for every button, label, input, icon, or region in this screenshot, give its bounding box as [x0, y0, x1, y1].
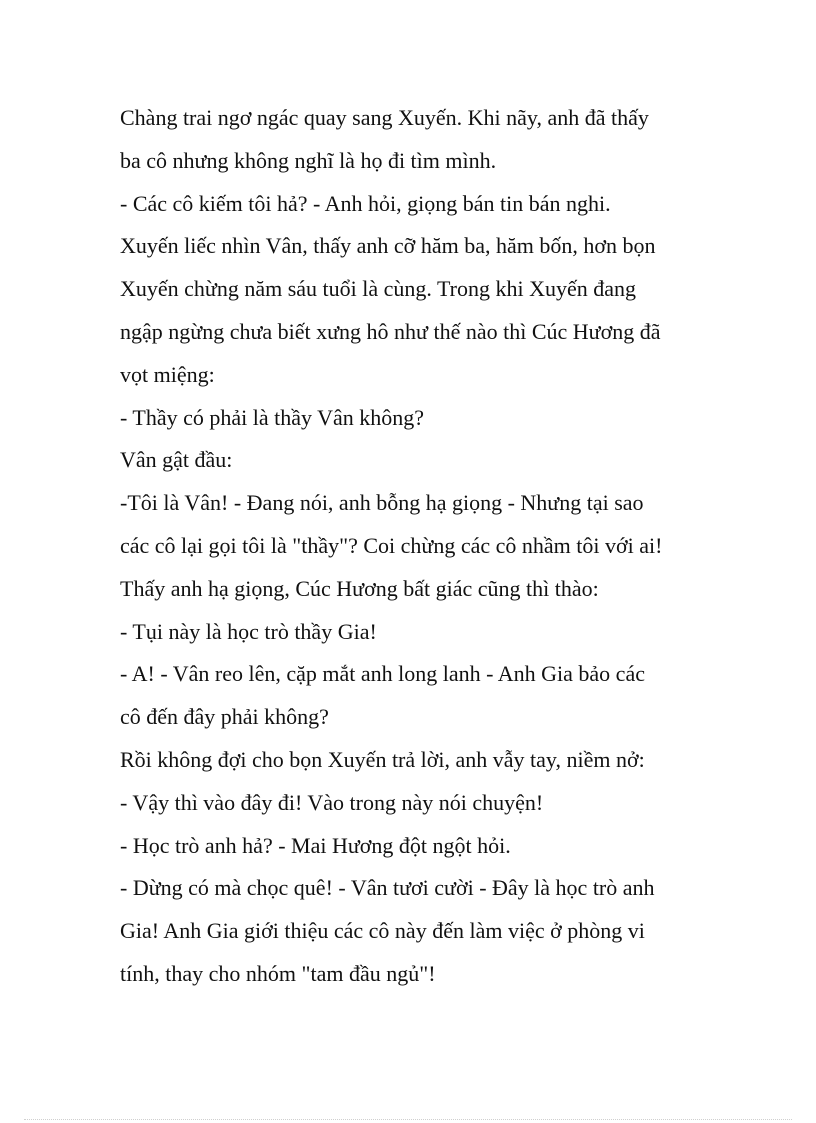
- text-line: - Vậy thì vào đây đi! Vào trong này nói chuyện!: [120, 789, 544, 815]
- text-line: Gia! Anh Gia giới thiệu các cô này đến làm việc ở phòng vi: [120, 918, 645, 944]
- text-line: -Tôi là Vân! - Đang nói, anh bỗng hạ giọng - Nhưng tại sao: [120, 490, 644, 516]
- text-line: Vân gật đầu:: [120, 447, 233, 473]
- text-line: tính, thay cho nhóm "tam đầu ngủ"!: [120, 960, 436, 986]
- text-line: Xuyến chừng năm sáu tuổi là cùng. Trong khi Xuyến đang: [120, 276, 637, 302]
- story-text: [120, 97, 710, 996]
- text-line: Thấy anh hạ giọng, Cúc Hương bất giác cũng thì thào:: [120, 575, 599, 601]
- page-bottom-divider: [24, 1119, 792, 1120]
- text-line: vọt miệng:: [120, 361, 215, 387]
- text-line: - Dừng có mà chọc quê! - Vân tươi cười - Đây là học trò anh: [120, 875, 655, 901]
- text-line: Xuyến liếc nhìn Vân, thấy anh cỡ hăm ba, hăm bốn, hơn bọn: [120, 233, 656, 259]
- text-line: ba cô nhưng không nghĩ là họ đi tìm mình.: [120, 147, 497, 173]
- text-line: Chàng trai ngơ ngác quay sang Xuyến. Khi nãy, anh đã thấy: [120, 105, 649, 130]
- text-line: cô đến đây phải không?: [120, 704, 329, 730]
- text-line: - A! - Vân reo lên, cặp mắt anh long lanh - Anh Gia bảo các: [120, 661, 645, 687]
- text-line: Rồi không đợi cho bọn Xuyến trả lời, anh vẫy tay, niềm nở:: [120, 746, 645, 772]
- text-line: - Thầy có phải là thầy Vân không?: [120, 404, 425, 430]
- text-line: ngập ngừng chưa biết xưng hô như thế nào thì Cúc Hương đã: [120, 318, 661, 344]
- text-line: các cô lại gọi tôi là "thầy"? Coi chừng các cô nhầm tôi với ai!: [120, 532, 663, 558]
- text-line: - Các cô kiếm tôi hả? - Anh hỏi, giọng bán tin bán nghi.: [120, 190, 611, 216]
- text-line: - Tụi này là học trò thầy Gia!: [120, 618, 377, 644]
- text-line: - Học trò anh hả? - Mai Hương đột ngột hỏi.: [120, 832, 511, 858]
